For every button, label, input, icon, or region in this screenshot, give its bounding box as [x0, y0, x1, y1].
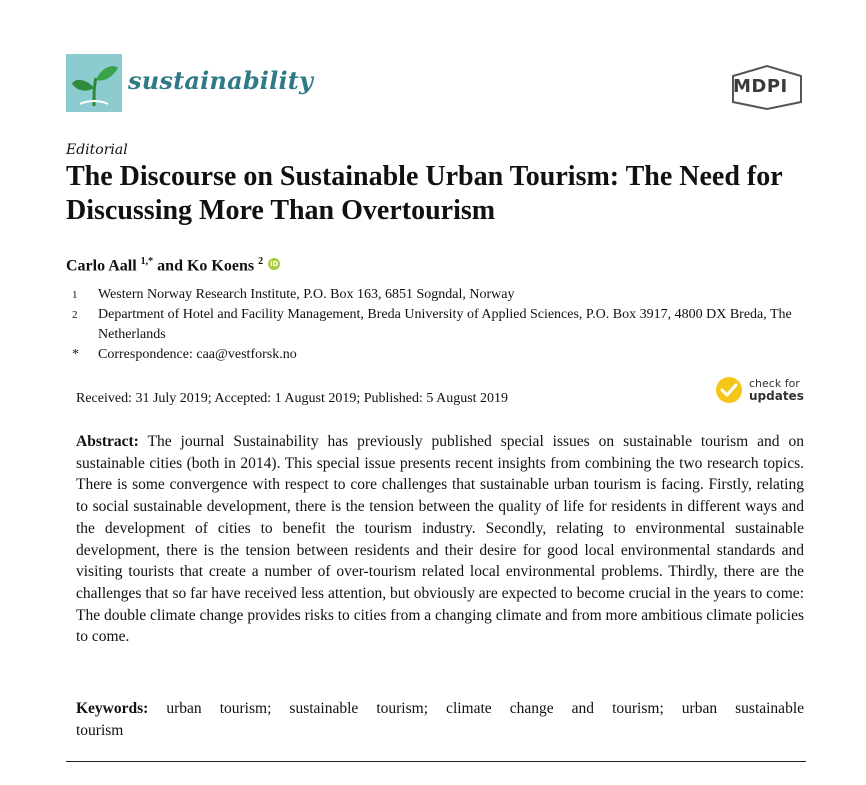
- author-affiliation-mark: 2: [258, 256, 264, 267]
- author-name[interactable]: Carlo Aall: [66, 257, 137, 275]
- abstract-label: Abstract:: [76, 433, 139, 450]
- orcid-icon[interactable]: iD: [269, 260, 279, 269]
- author-connector: and: [157, 257, 183, 275]
- author-affiliation-mark: 1,*: [140, 256, 154, 267]
- affiliation-mark: *: [72, 347, 79, 362]
- check-updates-line2: updates: [749, 389, 804, 403]
- affiliation-text: Department of Hotel and Facility Management, Breda University of Applied Sciences, P.O. Box 3917, 4800 DX Breda, The Netherlands: [98, 307, 792, 342]
- journal-logo: [66, 54, 122, 112]
- affiliation-item: [66, 345, 806, 365]
- check-updates-line1: check for: [749, 377, 800, 390]
- affiliation-item: [66, 305, 806, 345]
- publication-dates: Received: 31 July 2019; Accepted: 1 August 2019; Published: 5 August 2019: [76, 391, 509, 406]
- author-name[interactable]: Ko Koens: [186, 257, 255, 275]
- correspondence-text[interactable]: Correspondence: caa@vestforsk.no: [98, 347, 297, 362]
- keywords: [76, 698, 804, 741]
- check-for-updates-button[interactable]: [715, 376, 805, 406]
- keywords-text: urban tourism; sustainable tourism; climate change and tourism; urban sustainable tourism: [76, 700, 805, 739]
- affiliation-item: [66, 285, 806, 305]
- affiliation-mark: 2: [72, 309, 78, 321]
- affiliation-text: Western Norway Research Institute, P.O. Box 163, 6851 Sogndal, Norway: [98, 287, 515, 302]
- article-title: The Discourse on Sustainable Urban Tourism: The Need for Discussing More Than Overtourism: [66, 161, 783, 226]
- check-updates-label: [749, 378, 804, 402]
- article-type: Editorial: [66, 142, 128, 158]
- author-list: [66, 256, 280, 275]
- abstract: [76, 431, 804, 648]
- publisher-name: MDPI: [733, 76, 788, 97]
- affiliation-mark: 1: [72, 289, 78, 301]
- journal-name: sustainability: [128, 66, 314, 95]
- plant-sprout-icon: [66, 54, 122, 112]
- check-updates-icon: [715, 376, 743, 404]
- abstract-text: The journal Sustainability has previously published special issues on sustainable tourism and on sustainable cities (both in 2014). This special issue presents recent insights from combining the two research topics. There is some convergence with respect to core challenges that sustainable urban tourism is facing. Firstly, relating to social sustainable development, there is the tension between the quality of life for residents in different ways and the development of cities to benefit the tourism industry. Secondly, relating to environmental sustainable development, there is the tension between residents and their desire for good local environmental standards and visiting tourists that create a number of over-tourism related local environmental problems. Thirdly, there are the challenges that so far have received less attention, but obviously are expected to become crucial in the years to come: The double climate change provides risks to cities from a changing climate and from more ambitious climate policies to come.: [76, 433, 804, 646]
- affiliations: [66, 285, 806, 365]
- divider: [66, 761, 806, 762]
- keywords-label: Keywords:: [76, 700, 149, 717]
